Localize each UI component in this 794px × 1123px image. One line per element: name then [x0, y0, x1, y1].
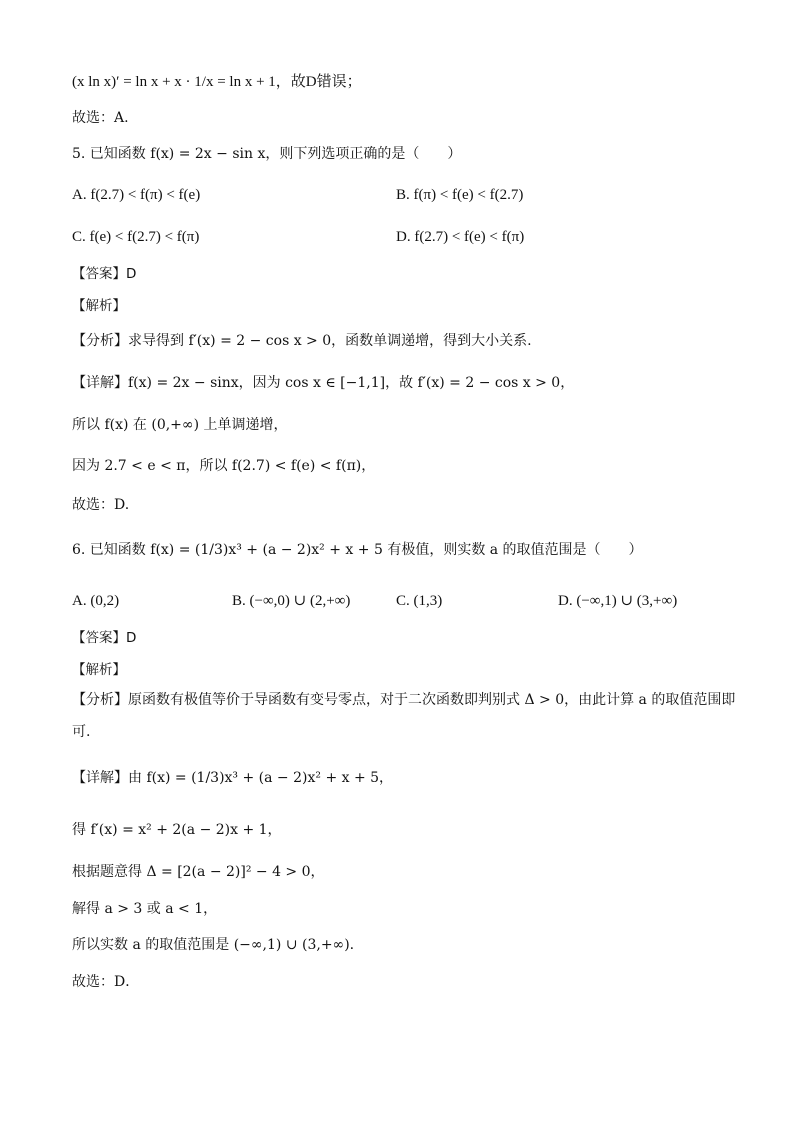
question-6-detail-3: 根据题意得 Δ = [2(a − 2)]² − 4 > 0，: [72, 864, 325, 880]
question-5-choose: 故选：D.: [72, 497, 130, 513]
question-5-option-a: A. f(2.7) < f(π) < f(e): [72, 187, 201, 203]
question-6-option-b: B. (−∞,0) ∪ (2,+∞): [232, 593, 351, 609]
question-5-analysis-label: 【解析】: [72, 298, 126, 314]
question-5-detail-3: 因为 2.7 < e < π，所以 f(2.7) < f(e) < f(π)，: [72, 458, 376, 474]
question-5-option-d: D. f(2.7) < f(e) < f(π): [396, 229, 525, 245]
question-6-fenxi-line-2: 可.: [72, 724, 91, 740]
question-5-answer: 【答案】D: [72, 266, 137, 282]
question-6-analysis-label: 【解析】: [72, 662, 126, 678]
question-5-detail-1: 【详解】f(x) = 2x − sinx，因为 cos x ∈ [−1,1]，故 f′(x) = 2 − cos x > 0，: [72, 375, 575, 391]
prev-option-d-explanation: (x ln x)′ = ln x + x · 1/x = ln x + 1，故D错误；: [72, 74, 362, 90]
question-5-stem: 5. 已知函数 f(x) = 2x − sin x，则下列选项正确的是（ ）: [72, 146, 462, 162]
question-6-choose: 故选：D．: [72, 974, 140, 990]
question-5-detail-2: 所以 f(x) 在 (0,+∞) 上单调递增，: [72, 417, 288, 433]
question-6-option-c: C. (1,3): [396, 593, 443, 609]
question-6-answer: 【答案】D: [72, 630, 137, 646]
question-6-stem: 6. 已知函数 f(x) = (1/3)x³ + (a − 2)x² + x + 5 有极值，则实数 a 的取值范围是（ ）: [72, 542, 643, 558]
question-6-option-d: D. (−∞,1) ∪ (3,+∞): [558, 593, 678, 609]
question-5-option-c: C. f(e) < f(2.7) < f(π): [72, 229, 200, 245]
question-6-detail-4: 解得 a > 3 或 a < 1，: [72, 901, 218, 917]
prev-answer-choice: 故选：A.: [72, 110, 129, 126]
question-6-option-a: A. (0,2): [72, 593, 120, 609]
question-6-fenxi-line-1: 【分析】原函数有极值等价于导函数有变号零点，对于二次函数即判别式 Δ > 0，由此计算 a 的取值范围即: [72, 692, 736, 708]
question-5-option-b: B. f(π) < f(e) < f(2.7): [396, 187, 524, 203]
question-6-detail-2: 得 f′(x) = x² + 2(a − 2)x + 1，: [72, 822, 282, 838]
question-6-detail-5: 所以实数 a 的取值范围是 (−∞,1) ∪ (3,+∞).: [72, 937, 355, 953]
question-6-detail-1: 【详解】由 f(x) = (1/3)x³ + (a − 2)x² + x + 5，: [72, 770, 394, 786]
question-5-fenxi: 【分析】求导得到 f′(x) = 2 − cos x > 0，函数单调递增，得到大小关系.: [72, 333, 532, 349]
